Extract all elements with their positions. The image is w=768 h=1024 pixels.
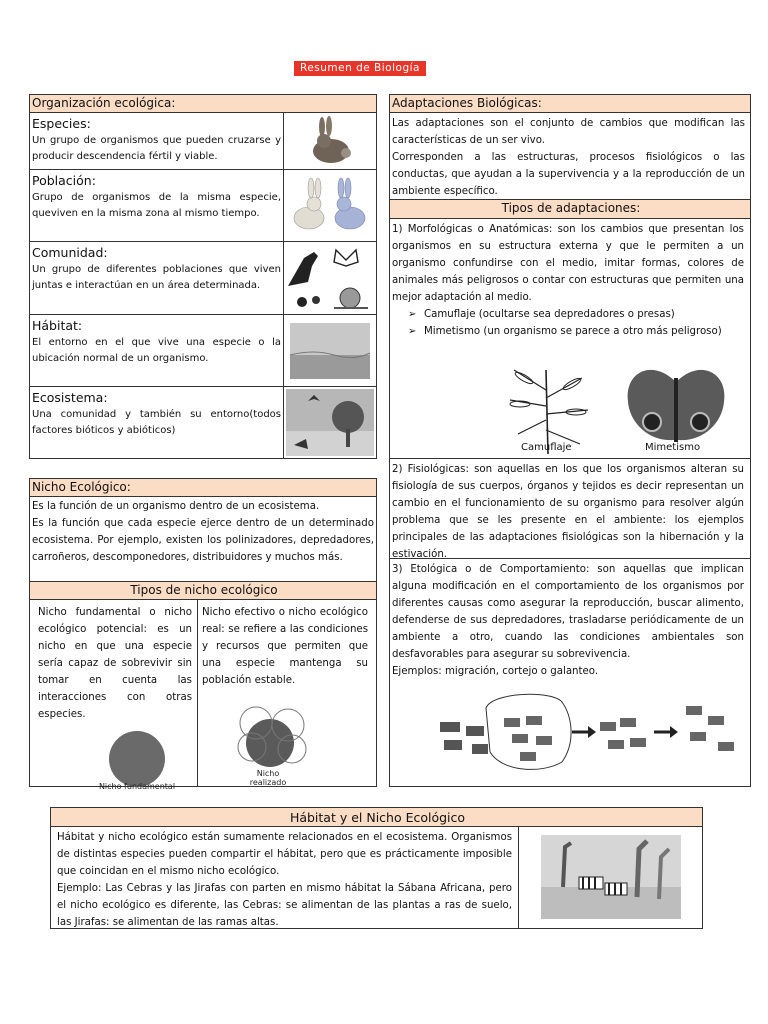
habitat-nicho-p1: Hábitat y nicho ecológico están sumamente relacionados en el ecosistema. Organismos de distintas especies pueden compartir el hábitat, pero que es prácticamente imposible que coincidan en el mismo nicho ecológico. — [57, 832, 512, 877]
nicho-realizado-caption: Nicho realizado — [249, 769, 287, 787]
org-row-text: Grupo de organismos de la misma especie, queviven en la misma zona al mismo tiempo. — [32, 192, 281, 219]
adapt-fisiologicas — [389, 458, 751, 559]
overlapping-circles-icon — [232, 703, 312, 773]
ecosystem-icon — [284, 387, 376, 458]
adapt-morf-text: 1) Morfológicas o Anatómicas: son los cambios que presentan los organismos en su estructura externa y que le permiten a un organismo confundirse con el medio, imitar formas, colores de animales más peligrosos o contar con estructuras que permiten una mejor adaptación al medio. — [392, 224, 744, 303]
nicho-realizado-diagram — [232, 703, 312, 773]
savanna-image-cell — [518, 826, 703, 929]
circle-icon — [108, 730, 166, 788]
nicho-tipos-header: Tipos de nicho ecológico — [29, 581, 377, 600]
org-header: Organización ecológica: — [29, 94, 377, 113]
org-row-text: Una comunidad y también su entorno(todos factores bióticos y abióticos) — [32, 409, 281, 436]
list-item: ➢ Mimetismo (un organismo se parece a otro más peligroso) — [410, 323, 744, 340]
rabbit-icon — [284, 113, 376, 169]
animals-icon — [284, 242, 376, 314]
page-title: Resumen de Biología — [294, 61, 426, 76]
migration-icon — [432, 682, 748, 778]
zebras-giraffes-icon — [519, 827, 702, 928]
nicho-p1: Es la función de un organismo dentro de un ecosistema. — [32, 501, 320, 512]
adapt-intro — [389, 112, 751, 200]
org-row-habitat — [29, 314, 284, 387]
org-row-ecosistema — [29, 386, 284, 459]
adapt-etol-text: 3) Etológica o de Comportamiento: son aquellas que implican alguna modificación en el comportamiento de los organismos por diferentes causas como asegurar la reproducción, buscar alimento, defenderse de sus depredadores, trasladarse periódicamente de un ambiente a otro, cuando las condiciones ambientales son desfavorables para asegurar su sobrevivencia. — [392, 564, 744, 660]
camouflage-caption: Camuflaje — [521, 442, 572, 453]
adapt-p1: Las adaptaciones son el conjunto de cambios que modifican las características de un ser vivo. — [392, 118, 745, 146]
org-row-text: Un grupo de diferentes poblaciones que viven juntas e interactúan en un área determinada. — [32, 264, 281, 291]
nicho-fundamental-diagram — [108, 730, 166, 788]
adapt-header: Adaptaciones Biológicas: — [389, 94, 751, 113]
migration-diagram — [432, 682, 748, 778]
landscape-icon — [284, 315, 376, 386]
org-row-title: Hábitat: — [32, 318, 83, 333]
habitat-nicho-header: Hábitat y el Nicho Ecológico — [50, 807, 703, 827]
adapt-tipos-header: Tipos de adaptaciones: — [389, 199, 751, 219]
rabbits-pair-image — [283, 169, 377, 242]
community-image — [283, 241, 377, 315]
org-row-title: Comunidad: — [32, 245, 108, 260]
mimicry-caption: Mimetismo — [645, 442, 701, 453]
adapt-ejemplos: Ejemplos: migración, cortejo o galanteo. — [392, 666, 599, 677]
org-row-poblacion — [29, 169, 284, 242]
org-row-title: Especies: — [32, 116, 91, 131]
rabbits-icon — [284, 170, 376, 241]
butterfly-icon — [622, 362, 730, 452]
org-row-text: Un grupo de organismos que pueden cruzarse y producir descendencia fértil y viable. — [32, 135, 281, 162]
org-row-especies — [29, 112, 284, 170]
nicho-definition — [29, 496, 377, 582]
adapt-morf-list — [392, 306, 744, 340]
nicho-p2: Es la función que cada especie ejerce dentro de un determinado ecosistema. Por ejemplo, existen los polinizadores, depredadores, carroñeros, descomponedores, distribuidores y muchos más. — [32, 518, 374, 563]
habitat-image — [283, 314, 377, 387]
org-row-title: Población: — [32, 173, 96, 188]
ecosystem-image — [283, 386, 377, 459]
mimicry-image — [622, 362, 730, 452]
adapt-fisio-text: 2) Fisiológicas: son aquellas en los que los organismos alteran su fisiología de sus cuerpos, órganos y tejidos es decir representan un cambio en el funcionamiento de su organismo para resolver algún problema que se les presente en el ambiente: los ejemplos principales de las adaptaciones fisiológicas son la hibernación y la estivación. — [392, 464, 744, 560]
adapt-p2: Corresponden a las estructuras, procesos fisiológicos o las conductas, que ayudan a la supervivencia y a la reproducción de un ambiente específico. — [392, 152, 745, 197]
habitat-nicho-text-cell — [50, 826, 519, 929]
rabbit-image — [283, 112, 377, 170]
nicho-fundamental-caption: Nicho fundamental — [98, 782, 176, 791]
nicho-efectivo-text: Nicho efectivo o nicho ecológico real: se refiere a las condiciones y recursos que permiten que una especie mantenga su población estable. — [202, 607, 368, 686]
org-row-comunidad — [29, 241, 284, 315]
nicho-header: Nicho Ecológico: — [29, 478, 377, 497]
list-item: ➢ Camuflaje (ocultarse sea depredadores o presas) — [410, 306, 744, 323]
org-row-title: Ecosistema: — [32, 390, 108, 405]
nicho-fundamental-text: Nicho fundamental o nicho ecológico potencial: es un nicho en que una especie sería capaz de sobrevivir sin tomar en cuenta las interacciones con otras especies. — [38, 607, 192, 720]
habitat-nicho-p2: Ejemplo: Las Cebras y las Jirafas con parten en mismo hábitat la Sábana Africana, pero el nicho ecológico es diferente, las Cebras: se alimentan de las plantas a ras de suelo, las Jirafas: se alimentan de las ramas altas. — [57, 883, 512, 928]
org-row-text: El entorno en el que vive una especie o la ubicación normal de un organismo. — [32, 337, 281, 364]
